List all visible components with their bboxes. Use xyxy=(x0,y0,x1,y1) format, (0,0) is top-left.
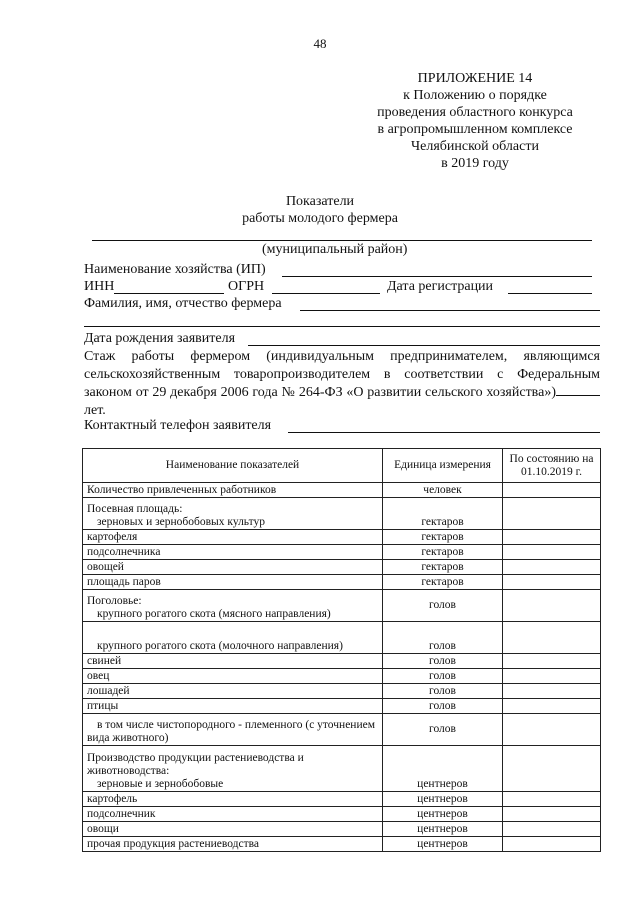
appendix-line: в 2019 году xyxy=(441,156,509,171)
row-label: лошадей xyxy=(83,684,383,699)
table-row xyxy=(83,575,601,590)
row-label: картофеля xyxy=(83,530,383,545)
value-cell[interactable] xyxy=(503,654,601,669)
header-name: Наименование показателей xyxy=(83,449,383,483)
table-row xyxy=(83,699,601,714)
birth-date-field[interactable] xyxy=(248,345,600,346)
row-unit: гектаров xyxy=(383,545,503,560)
table-row xyxy=(83,498,601,530)
farmer-name-field[interactable] xyxy=(300,310,600,311)
row-unit: центнеров xyxy=(383,837,503,852)
row-unit: голов xyxy=(383,622,503,654)
header-unit: Единица измерения xyxy=(383,449,503,483)
value-cell[interactable] xyxy=(503,714,601,746)
row-label: зерновые и зернобобовые xyxy=(97,778,224,790)
table-row xyxy=(83,530,601,545)
value-cell[interactable] xyxy=(503,498,601,530)
appendix-line: в агропромышленном комплексе xyxy=(377,122,573,137)
table-header-row xyxy=(83,449,601,483)
row-label: овощей xyxy=(83,560,383,575)
table-row xyxy=(83,545,601,560)
table-row xyxy=(83,807,601,822)
row-label: Количество привлеченных работников xyxy=(83,483,383,498)
row-unit: центнеров xyxy=(383,807,503,822)
group-cell xyxy=(83,590,383,622)
value-cell[interactable] xyxy=(503,792,601,807)
row-label: овощи xyxy=(83,822,383,837)
table-row xyxy=(83,654,601,669)
value-cell[interactable] xyxy=(503,807,601,822)
farm-name-field[interactable] xyxy=(282,276,592,277)
value-cell[interactable] xyxy=(503,560,601,575)
row-unit: голов xyxy=(383,714,503,746)
group-cell xyxy=(83,746,383,792)
experience-paragraph xyxy=(84,348,600,419)
row-unit: центнеров xyxy=(383,746,503,792)
value-cell[interactable] xyxy=(503,590,601,622)
group-cell xyxy=(83,498,383,530)
row-label: птицы xyxy=(83,699,383,714)
row-unit: гектаров xyxy=(383,530,503,545)
row-unit: голов xyxy=(383,684,503,699)
phone-field[interactable] xyxy=(288,432,600,433)
page-number: 48 xyxy=(313,36,327,51)
document-title xyxy=(150,193,490,227)
value-cell[interactable] xyxy=(503,530,601,545)
appendix-line: Челябинской области xyxy=(411,139,539,154)
table-row xyxy=(83,684,601,699)
table-row xyxy=(83,837,601,852)
row-unit: гектаров xyxy=(383,560,503,575)
table-row xyxy=(83,622,601,654)
experience-text: Стаж работы фермером (индивидуальным предпринимателем, являющимся сельскохозяйственным товаропроизводителем в соответствии с Федеральным законом от 29 декабря 2006 года № 264-ФЗ «О развитии сельского хозяйства») xyxy=(84,349,600,400)
value-cell[interactable] xyxy=(503,575,601,590)
value-cell[interactable] xyxy=(503,822,601,837)
table-row xyxy=(83,669,601,684)
row-label: крупного рогатого скота (мясного направления) xyxy=(97,608,331,620)
farm-name-label: Наименование хозяйства (ИП) xyxy=(84,262,266,277)
farmer-name-field-continued[interactable] xyxy=(84,326,600,327)
appendix-block xyxy=(330,70,620,172)
ogrn-label: ОГРН xyxy=(228,279,265,294)
district-field-line[interactable] xyxy=(92,240,592,241)
row-label: площадь паров xyxy=(83,575,383,590)
row-label: свиней xyxy=(83,654,383,669)
inn-field[interactable] xyxy=(114,293,224,294)
header-state: По состоянию на 01.10.2019 г. xyxy=(503,449,601,483)
experience-years-field[interactable] xyxy=(556,383,600,396)
appendix-line: проведения областного конкурса xyxy=(377,105,573,120)
inn-label: ИНН xyxy=(84,279,115,294)
table-row xyxy=(83,714,601,746)
value-cell[interactable] xyxy=(503,684,601,699)
value-cell[interactable] xyxy=(503,699,601,714)
value-cell[interactable] xyxy=(503,746,601,792)
reg-date-label: Дата регистрации xyxy=(387,279,494,294)
row-unit: центнеров xyxy=(383,792,503,807)
table-row xyxy=(83,792,601,807)
experience-suffix: лет. xyxy=(84,402,106,418)
title-line-2: работы молодого фермера xyxy=(242,211,398,226)
table-row xyxy=(83,560,601,575)
row-label: зерновых и зернобобовых культур xyxy=(97,516,265,528)
ogrn-field[interactable] xyxy=(272,293,380,294)
title-line-1: Показатели xyxy=(285,194,355,209)
row-label: овец xyxy=(83,669,383,684)
row-unit: голов xyxy=(383,590,503,622)
row-unit: гектаров xyxy=(383,498,503,530)
row-unit: голов xyxy=(383,699,503,714)
row-label: в том числе чистопородного - племенного (с уточнением вида животного) xyxy=(83,714,383,746)
group-header: Поголовье: xyxy=(87,595,142,607)
birth-date-label: Дата рождения заявителя xyxy=(84,331,236,346)
table-row xyxy=(83,822,601,837)
row-label: крупного рогатого скота (молочного направления) xyxy=(83,622,383,654)
value-cell[interactable] xyxy=(503,545,601,560)
indicators-table xyxy=(82,448,601,852)
row-unit: голов xyxy=(383,654,503,669)
row-label: подсолнечник xyxy=(83,807,383,822)
row-unit: голов xyxy=(383,669,503,684)
value-cell[interactable] xyxy=(503,483,601,498)
table-row xyxy=(83,483,601,498)
row-label: прочая продукция растениеводства xyxy=(83,837,383,852)
row-label: картофель xyxy=(83,792,383,807)
group-header: Посевная площадь: xyxy=(87,503,183,515)
phone-label: Контактный телефон заявителя xyxy=(84,418,272,433)
row-unit: центнеров xyxy=(383,822,503,837)
farmer-name-label: Фамилия, имя, отчество фермера xyxy=(84,296,282,311)
group-header: Производство продукции растениеводства и животноводства: xyxy=(87,752,304,777)
appendix-line: ПРИЛОЖЕНИЕ 14 xyxy=(417,71,533,86)
table-row xyxy=(83,746,601,792)
value-cell[interactable] xyxy=(503,669,601,684)
value-cell[interactable] xyxy=(503,622,601,654)
value-cell[interactable] xyxy=(503,837,601,852)
row-label: подсолнечника xyxy=(83,545,383,560)
district-caption: (муниципальный район) xyxy=(262,242,408,257)
row-unit: гектаров xyxy=(383,575,503,590)
reg-date-field[interactable] xyxy=(508,293,592,294)
row-unit: человек xyxy=(383,483,503,498)
appendix-line: к Положению о порядке xyxy=(403,88,547,103)
table-row xyxy=(83,590,601,622)
